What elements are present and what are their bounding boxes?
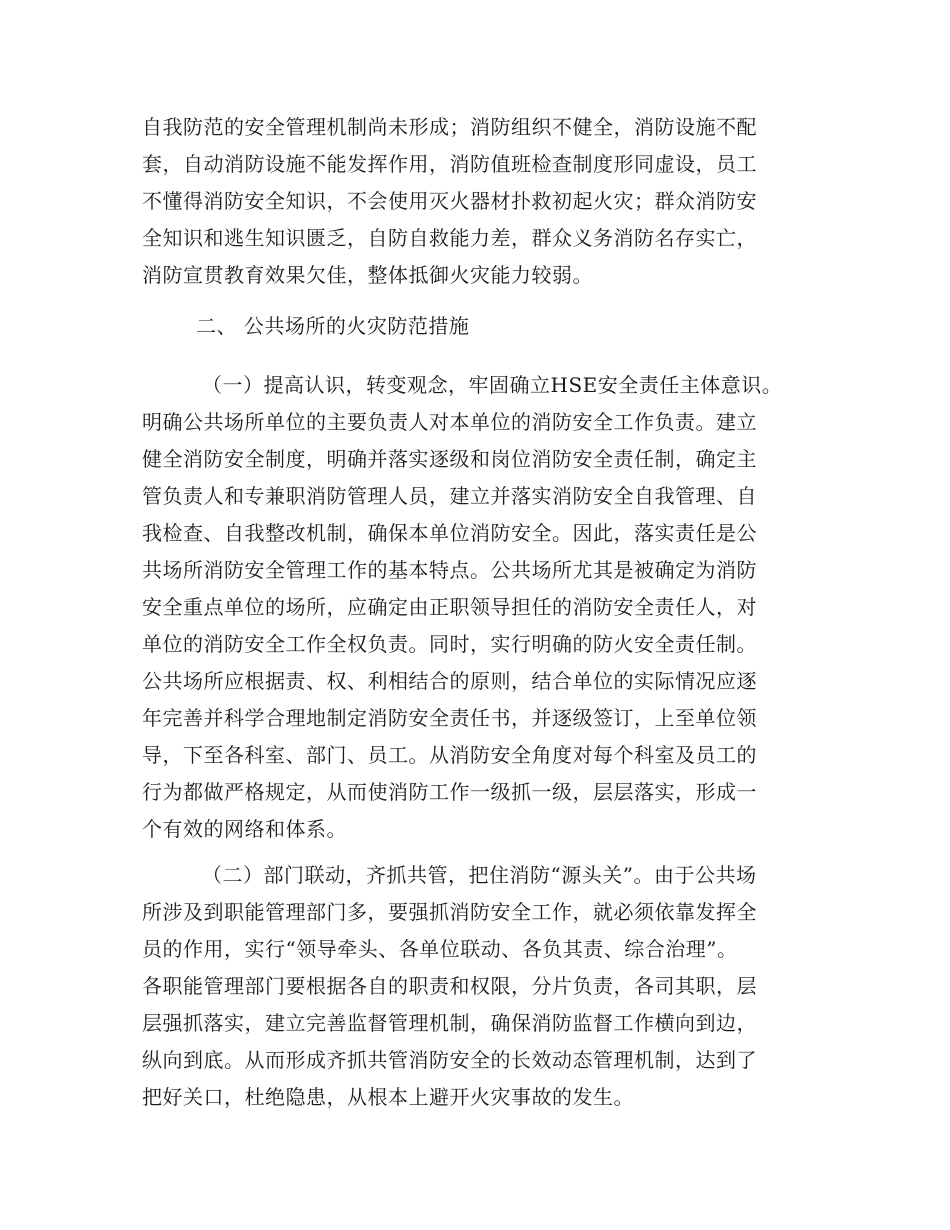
text-line: 各职能管理部门要根据各自的职责和权限，分片负责，各司其职，层 <box>142 974 757 998</box>
text-line: 安全重点单位的场所，应确定由正职领导担任的消防安全责任人，对 <box>142 595 757 619</box>
paragraph-3 <box>142 857 812 1116</box>
text-line: 我检查、自我整改机制，确保本单位消防安全。因此，落实责任是公 <box>142 521 757 545</box>
text-line: 个有效的网络和体系。 <box>142 817 347 841</box>
text-line: 所涉及到职能管理部门多，要强抓消防安全工作，就必须依靠发挥全 <box>142 900 757 924</box>
text-line: 自我防范的安全管理机制尚未形成；消防组织不健全，消防设施不配 <box>142 115 757 139</box>
text-line: 套，自动消防设施不能发挥作用，消防值班检查制度形同虚设，员工 <box>142 152 757 176</box>
text-line: 单位的消防安全工作全权负责。同时，实行明确的防火安全责任制。 <box>142 632 757 656</box>
text-line: 纵向到底。从而形成齐抓共管消防安全的长效动态管理机制，达到了 <box>142 1048 757 1072</box>
text-line: （一）提高认识，转变观念，牢固确立HSE安全责任主体意识。 <box>202 373 783 397</box>
text-line: （二）部门联动，齐抓共管，把住消防“源头关”。由于公共场 <box>202 863 757 887</box>
text-line: 员的作用，实行“领导牵头、各单位联动、各负其责、综合治理”。 <box>142 937 738 961</box>
text-line: 健全消防安全制度，明确并落实逐级和岗位消防安全责任制，确定主 <box>142 447 757 471</box>
text-line: 共场所消防安全管理工作的基本特点。公共场所尤其是被确定为消防 <box>142 558 757 582</box>
paragraph-1 <box>142 109 812 294</box>
text-line: 明确公共场所单位的主要负责人对本单位的消防安全工作负责。建立 <box>142 410 757 434</box>
text-line: 不懂得消防安全知识，不会使用灭火器材扑救初起火灾；群众消防安 <box>142 189 757 213</box>
paragraph-2 <box>142 367 812 848</box>
text-line: 消防宣贯教育效果欠佳，整体抵御火灾能力较弱。 <box>142 263 593 287</box>
text-line: 全知识和逃生知识匮乏，自防自救能力差，群众义务消防名存实亡， <box>142 226 757 250</box>
text-line: 把好关口，杜绝隐患，从根本上避开火灾事故的发生。 <box>142 1085 634 1109</box>
text-line: 行为都做严格规定，从而使消防工作一级抓一级，层层落实，形成一 <box>142 780 757 804</box>
text-line: 导，下至各科室、部门、员工。从消防安全角度对每个科室及员工的 <box>142 743 757 767</box>
text-line: 公共场所应根据责、权、利相结合的原则，结合单位的实际情况应逐 <box>142 669 757 693</box>
text-line: 层强抓落实，建立完善监督管理机制，确保消防监督工作横向到边， <box>142 1011 757 1035</box>
section-heading-text: 二、 公共场所的火灾防范措施 <box>196 314 470 338</box>
section-heading <box>196 308 866 345</box>
text-line: 管负责人和专兼职消防管理人员，建立并落实消防安全自我管理、自 <box>142 484 757 508</box>
text-line: 年完善并科学合理地制定消防安全责任书，并逐级签订，上至单位领 <box>142 706 757 730</box>
